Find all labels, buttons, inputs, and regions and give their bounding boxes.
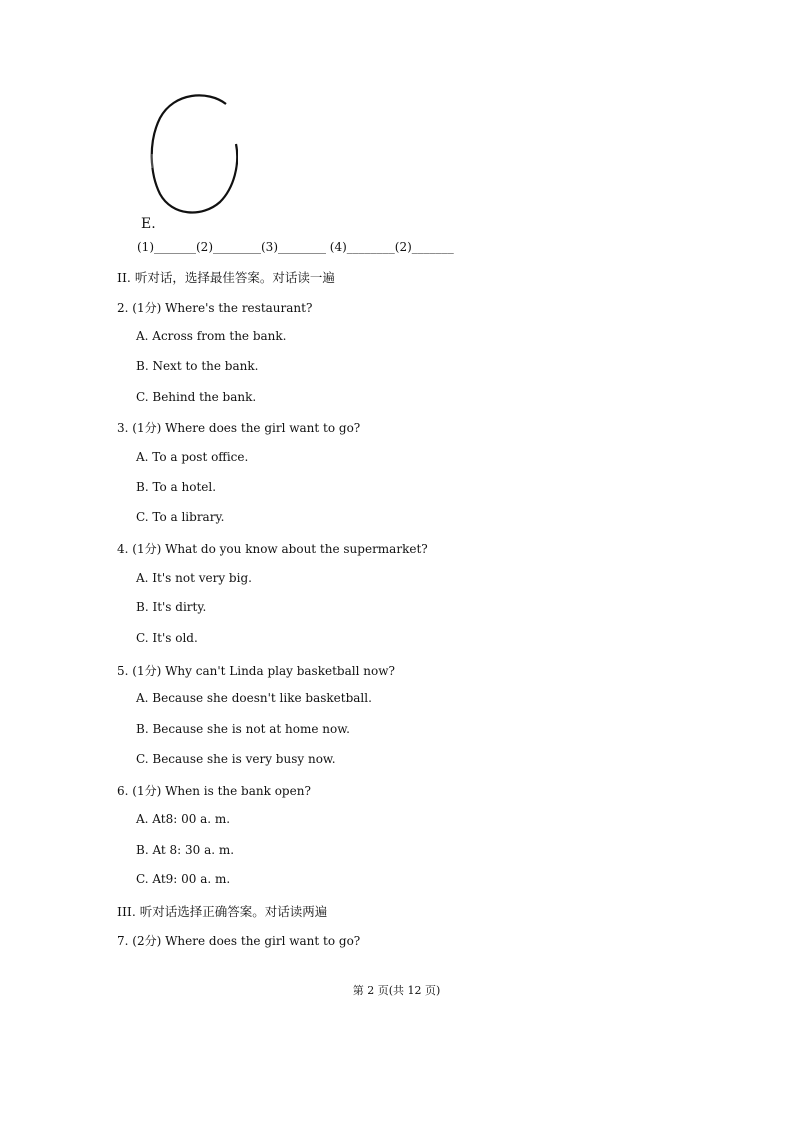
page-footer: 第 2 页(共 12 页) bbox=[352, 984, 441, 997]
question-6-stem: 6. (1分) When is the bank open? bbox=[117, 784, 311, 798]
question-6-option-a: A. At8: 00 a. m. bbox=[136, 812, 231, 826]
question-3-stem: 3. (1分) Where does the girl want to go? bbox=[117, 421, 361, 435]
question-3-option-a: A. To a post office. bbox=[136, 450, 249, 464]
question-4-option-c: C. It's old. bbox=[136, 631, 198, 645]
question-2-option-c: C. Behind the bank. bbox=[136, 390, 257, 404]
section-2-title: II. 听对话，选择最佳答案。对话读一遍 bbox=[117, 270, 335, 285]
question-7-stem: 7. (2分) Where does the girl want to go? bbox=[117, 934, 361, 948]
question-2-option-a: A. Across from the bank. bbox=[136, 329, 287, 343]
option-e-label: E. bbox=[141, 216, 156, 232]
question-2-stem: 2. (1分) Where's the restaurant? bbox=[117, 301, 313, 315]
question-3-option-c: C. To a library. bbox=[136, 510, 225, 524]
circle-image bbox=[150, 94, 238, 216]
question-5-option-b: B. Because she is not at home now. bbox=[136, 722, 350, 736]
question-4-option-a: A. It's not very big. bbox=[136, 571, 252, 585]
question-5-stem: 5. (1分) Why can't Linda play basketball now? bbox=[117, 664, 395, 678]
question-4-stem: 4. (1分) What do you know about the supermarket? bbox=[117, 542, 428, 556]
question-3-option-b: B. To a hotel. bbox=[136, 480, 217, 494]
question-6-option-c: C. At9: 00 a. m. bbox=[136, 872, 231, 886]
answer-blanks: (1)_______(2)________(3)________ (4)________(2)_______ bbox=[137, 240, 454, 254]
question-4-option-b: B. It's dirty. bbox=[136, 600, 207, 614]
question-5-option-c: C. Because she is very busy now. bbox=[136, 752, 336, 766]
question-6-option-b: B. At 8: 30 a. m. bbox=[136, 843, 235, 857]
question-2-option-b: B. Next to the bank. bbox=[136, 359, 259, 373]
section-3-title: III. 听对话选择正确答案。对话读两遍 bbox=[117, 904, 328, 919]
question-5-option-a: A. Because she doesn't like basketball. bbox=[136, 691, 372, 705]
